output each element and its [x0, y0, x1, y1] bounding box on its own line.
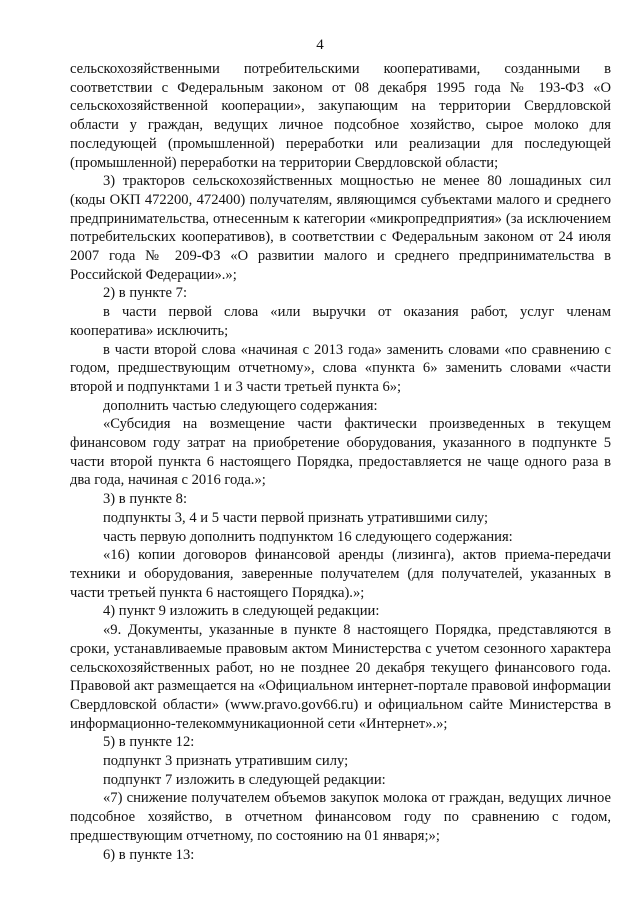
paragraph: часть первую дополнить подпунктом 16 следующего содержания:	[103, 528, 513, 545]
document-body	[70, 60, 611, 864]
paragraph: 5) в пункте 12:	[103, 734, 195, 751]
paragraph: 3) в пункте 8:	[103, 491, 188, 508]
paragraph: 4) пункт 9 изложить в следующей редакции:	[103, 603, 380, 620]
paragraph: «9. Документы, указанные в пункте 8 настоящего Порядка, представляются в сроки, устанавливаемые правовым актом Министерства с учетом сезонного характера сельскохозяйственных работ, но не позднее 20 декабря текущего финансового года. Правовой акт размещается на «Официальном интернет-портале правовой информации Свердловской области» (www.pravo.gov66.ru) и официальном сайте Министерства в информационно-телекоммуникационной сети «Интернет».»;	[70, 622, 611, 732]
paragraph: 2) в пункте 7:	[103, 285, 188, 302]
paragraph: «16) копии договоров финансовой аренды (лизинга), актов приема-передачи техники и оборудования, заверенные получателем (для получателей, указанных в части третьей пункта 6 настоящего Порядка).»;	[70, 547, 611, 601]
paragraph: 3) тракторов сельскохозяйственных мощностью не менее 80 лошадиных сил (коды ОКП 472200, 472400) получателям, являющимся субъектами малого и среднего предпринимательства, отнесенным к категории «микропредприятия» (за исключением потребительских кооперативов), в соответствии с Федеральным законом от 24 июля 2007 года № 209-ФЗ «О развитии малого и среднего предпринимательства в Российской Федерации».»;	[70, 173, 611, 283]
paragraph: в части первой слова «или выручки от оказания работ, услуг членам кооператива» исключить;	[70, 304, 611, 339]
paragraph: 6) в пункте 13:	[103, 846, 195, 863]
paragraph: подпункт 7 изложить в следующей редакции:	[103, 771, 386, 788]
paragraph: дополнить частью следующего содержания:	[103, 397, 378, 414]
paragraph: подпункты 3, 4 и 5 части первой признать утратившими силу;	[103, 509, 489, 526]
paragraph: подпункт 3 признать утратившим силу;	[103, 753, 349, 770]
paragraph: сельскохозяйственными потребительскими кооперативами, созданными в соответствии с Федеральным законом от 08 декабря 1995 года № 193-ФЗ «О сельскохозяйственной кооперации», закупающим на территории Свердловской области у граждан, ведущих личное подсобное хозяйство, сырое молоко для последующей (промышленной) переработки или реализации для последующей (промышленной) переработки на территории Свердловской области;	[70, 61, 611, 171]
page-number: 4	[316, 37, 324, 53]
paragraph: «7) снижение получателем объемов закупок молока от граждан, ведущих личное подсобное хозяйство, в отчетном финансовом году по сравнению с годом, предшествующим отчетному, по состоянию на 01 января;»;	[70, 790, 611, 844]
paragraph: в части второй слова «начиная с 2013 года» заменить словами «по сравнению с годом, предшествующим отчетному», слова «пункта 6» заменить словами «части второй и подпунктами 1 и 3 части третьей пункта 6»;	[70, 341, 611, 395]
paragraph: «Субсидия на возмещение части фактически произведенных в текущем финансовом году затрат на приобретение оборудования, указанного в подпункте 5 части второй пункта 6 настоящего Порядка, предоставляется не чаще одного раза в два года, начиная с 2016 года.»;	[70, 416, 611, 489]
